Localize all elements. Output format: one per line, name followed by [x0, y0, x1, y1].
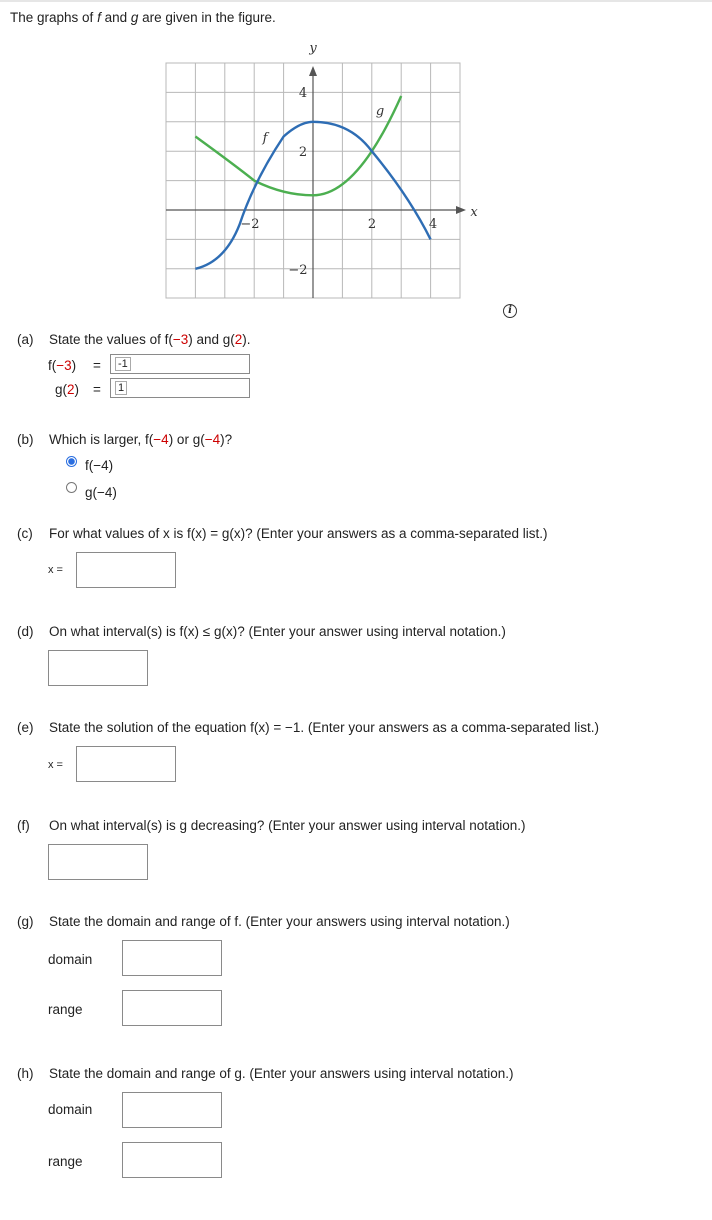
g-2-value: 1: [115, 381, 127, 395]
x-tick-2: 2: [367, 217, 377, 232]
f-answer-input[interactable]: [48, 844, 148, 880]
function-graph: [150, 38, 490, 302]
info-icon[interactable]: i: [503, 304, 517, 318]
curve-label-f: f: [262, 131, 268, 146]
y-axis-arrow: [309, 66, 317, 76]
e-answer-input[interactable]: [76, 746, 176, 782]
g-2-input[interactable]: [110, 378, 250, 398]
e-prefix: x =: [48, 759, 63, 771]
g-domain-input[interactable]: [122, 1092, 222, 1128]
f-neg3-value: -1: [115, 357, 131, 371]
c-answer-input[interactable]: [76, 552, 176, 588]
question-b: (b) Which is larger, f(−4) or g(−4)?: [17, 432, 233, 447]
a-row1-label: f(−3): [48, 358, 77, 373]
h-range-label: range: [48, 1154, 83, 1169]
x-tick-4: 4: [428, 217, 438, 232]
f-domain-input[interactable]: [122, 940, 222, 976]
question-h: (h) State the domain and range of g. (Enter your answers using interval notation.): [17, 1066, 514, 1081]
question-a: (a) State the values of f(−3) and g(2).: [17, 332, 251, 347]
x-axis-arrow: [456, 206, 466, 214]
y-tick-2: 2: [298, 145, 308, 160]
a-row2-equals: =: [93, 382, 101, 397]
c-prefix: x =: [48, 564, 63, 576]
g-domain-label: domain: [48, 952, 93, 967]
x-tick-neg2: −2: [240, 217, 260, 232]
curve-label-g: g: [375, 104, 385, 119]
radio-f-neg4[interactable]: [66, 456, 77, 467]
y-tick-4: 4: [298, 86, 308, 101]
question-g: (g) State the domain and range of f. (Enter your answers using interval notation.): [17, 914, 510, 929]
f-range-input[interactable]: [122, 990, 222, 1026]
question-e: (e) State the solution of the equation f(x) = −1. (Enter your answers as a comma-separated list.): [17, 720, 600, 735]
g-range-input[interactable]: [122, 1142, 222, 1178]
g-range-label: range: [48, 1002, 83, 1017]
y-axis-label: y: [309, 41, 317, 56]
intro-text: The graphs of f and g are given in the figure.: [10, 10, 276, 25]
top-divider: [0, 0, 712, 2]
radio-g-neg4[interactable]: [66, 482, 77, 493]
question-c: (c) For what values of x is f(x) = g(x)? (Enter your answers as a comma-separated list.): [17, 526, 548, 541]
a-row1-equals: =: [93, 358, 101, 373]
f-neg3-input[interactable]: [110, 354, 250, 374]
question-d: (d) On what interval(s) is f(x) ≤ g(x)? (Enter your answer using interval notation.): [17, 624, 506, 639]
h-domain-label: domain: [48, 1102, 93, 1117]
x-axis-label: x: [470, 205, 478, 220]
y-tick-neg2: −2: [288, 263, 308, 278]
d-answer-input[interactable]: [48, 650, 148, 686]
question-f: (f) On what interval(s) is g decreasing? (Enter your answer using interval notation.): [17, 818, 526, 833]
option-g-neg4-label[interactable]: g(−4): [85, 485, 117, 500]
option-f-neg4-label[interactable]: f(−4): [85, 458, 114, 473]
a-row2-label: g(2): [55, 382, 80, 397]
